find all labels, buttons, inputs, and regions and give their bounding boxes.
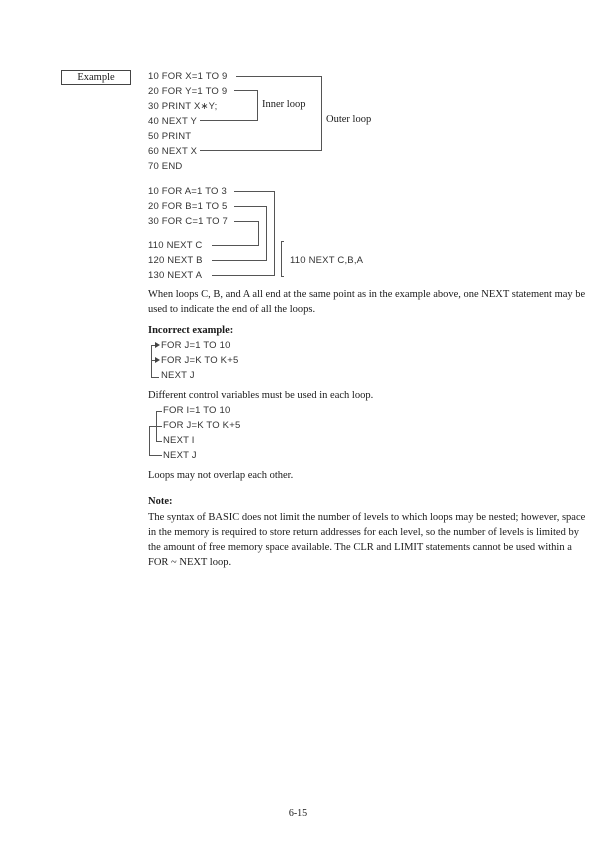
- example-label: Example: [61, 70, 131, 85]
- outer-loop-bracket-side: [321, 76, 322, 151]
- code-line: 30 PRINT X∗Y;: [148, 101, 218, 112]
- code-line: FOR J=K TO K+5: [163, 420, 241, 431]
- code-line: NEXT J: [161, 370, 195, 381]
- arrow-icon: [155, 357, 160, 363]
- note-heading: Note:: [148, 496, 173, 507]
- inner-loop-label: Inner loop: [262, 99, 306, 110]
- incorrect2-inner-top: [149, 426, 162, 427]
- code-line: 10 FOR X=1 TO 9: [148, 71, 228, 82]
- code-line: 40 NEXT Y: [148, 116, 197, 127]
- incorrect2-inner-side: [149, 426, 150, 456]
- incorrect2-outer-bottom: [156, 441, 162, 442]
- incorrect2-outer-side-a: [156, 411, 157, 435]
- incorrect-example-heading: Incorrect example:: [148, 325, 234, 336]
- note-text: The syntax of BASIC does not limit the number of levels to which loops may be nested; however, space in the memory is required to store return addresses for each level, so the number of levels is limited by the amount of free memory space available. The CLR and LIMIT statements cannot be used within a FOR ~ NEXT loop.: [148, 512, 586, 568]
- incorrect1-bracket-side: [151, 345, 152, 378]
- code-line: 60 NEXT X: [148, 146, 198, 157]
- code-line: 120 NEXT B: [148, 255, 203, 266]
- paragraph-overlap: Loops may not overlap each other.: [148, 470, 294, 481]
- outer-loop-bracket-bottom: [200, 150, 322, 151]
- loop-a-bracket-bottom: [212, 275, 275, 276]
- code-line: 70 END: [148, 161, 183, 172]
- paragraph-control-variables: Different control variables must be used in each loop.: [148, 390, 374, 401]
- inner-loop-bracket-side: [257, 90, 258, 121]
- code-line: FOR J=K TO K+5: [161, 355, 239, 366]
- code-line: 50 PRINT: [148, 131, 192, 142]
- loop-c-bracket-top: [234, 221, 259, 222]
- code-line: 30 FOR C=1 TO 7: [148, 216, 229, 227]
- inner-loop-bracket-bottom: [200, 120, 258, 121]
- loop-c-bracket-side: [258, 221, 259, 246]
- code-line: 10 FOR A=1 TO 3: [148, 186, 227, 197]
- code-line: NEXT J: [163, 450, 197, 461]
- loop-a-bracket-side: [274, 191, 275, 276]
- outer-loop-bracket-top: [236, 76, 322, 77]
- combined-brace: [281, 241, 282, 277]
- loop-b-bracket-side: [266, 206, 267, 261]
- code-line: FOR J=1 TO 10: [161, 340, 231, 351]
- code-line: NEXT I: [163, 435, 195, 446]
- combined-next-line: 110 NEXT C,B,A: [290, 255, 364, 266]
- combined-brace-top: [281, 241, 284, 242]
- code-line: 20 FOR B=1 TO 5: [148, 201, 228, 212]
- loop-b-bracket-bottom: [212, 260, 267, 261]
- loop-a-bracket-top: [234, 191, 275, 192]
- arrow-icon: [155, 342, 160, 348]
- combined-brace-bottom: [281, 276, 284, 277]
- loop-b-bracket-top: [234, 206, 267, 207]
- page-number: 6-15: [288, 808, 308, 819]
- incorrect2-inner-bottom: [149, 455, 162, 456]
- inner-loop-bracket-top: [234, 90, 258, 91]
- code-line: 20 FOR Y=1 TO 9: [148, 86, 228, 97]
- code-line: 110 NEXT C: [148, 240, 203, 251]
- paragraph-combined-next: When loops C, B, and A all end at the same point as in the example above, one NEXT statement may be used to indicate the end of all the loops.: [148, 289, 586, 315]
- outer-loop-label: Outer loop: [326, 114, 372, 125]
- code-line: 130 NEXT A: [148, 270, 203, 281]
- code-line: FOR I=1 TO 10: [163, 405, 231, 416]
- loop-c-bracket-bottom: [212, 245, 259, 246]
- incorrect1-bracket-bottom: [151, 377, 159, 378]
